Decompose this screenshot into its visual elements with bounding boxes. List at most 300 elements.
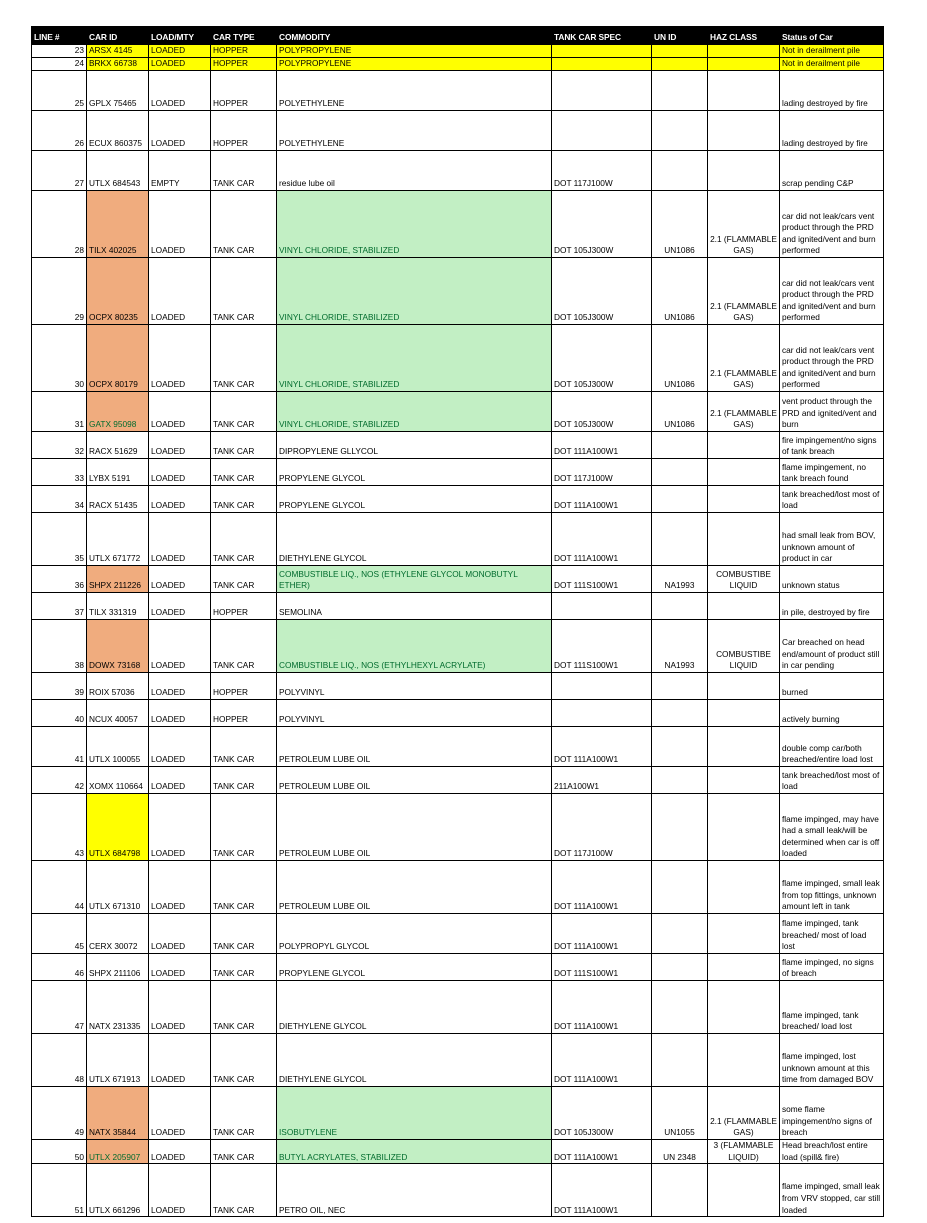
cell-car[interactable]: DOWX 73168 (87, 620, 149, 673)
cell-car[interactable]: NATX 231335 (87, 981, 149, 1034)
cell-car[interactable]: ECUX 860375 (87, 111, 149, 151)
cell-line[interactable]: 45 (32, 914, 87, 954)
cell-haz[interactable] (708, 111, 780, 151)
cell-line[interactable]: 43 (32, 794, 87, 861)
cell-haz[interactable]: COMBUSTIBE LIQUID (708, 620, 780, 673)
cell-line[interactable]: 26 (32, 111, 87, 151)
cell-load[interactable]: LOADED (149, 727, 211, 767)
cell-stat[interactable]: Head breach/lost entire load (spill& fire) (780, 1140, 884, 1164)
cell-load[interactable]: LOADED (149, 1034, 211, 1087)
cell-load[interactable]: LOADED (149, 1140, 211, 1164)
table-row[interactable] (32, 513, 884, 566)
cell-unid[interactable] (652, 1034, 708, 1087)
table-row[interactable] (32, 1087, 884, 1140)
cell-type[interactable]: TANK CAR (211, 954, 277, 981)
cell-spec[interactable]: DOT 111A100W1 (552, 727, 652, 767)
cell-car[interactable]: SHPX 211226 (87, 566, 149, 593)
cell-line[interactable]: 37 (32, 593, 87, 620)
cell-car[interactable]: UTLX 205907 (87, 1140, 149, 1164)
cell-car[interactable]: UTLX 671772 (87, 513, 149, 566)
cell-haz[interactable] (708, 432, 780, 459)
cell-comm[interactable]: VINYL CHLORIDE, STABILIZED (277, 191, 552, 258)
table-row[interactable] (32, 566, 884, 593)
cell-line[interactable]: 44 (32, 861, 87, 914)
cell-spec[interactable]: DOT 117J100W (552, 459, 652, 486)
cell-stat[interactable]: flame impinged, lost unknown amount at this time from damaged BOV (780, 1034, 884, 1087)
cell-stat[interactable]: flame impinged, small leak from top fittings, unknown amount left in tank (780, 861, 884, 914)
cell-spec[interactable]: DOT 117J100W (552, 794, 652, 861)
cell-type[interactable]: HOPPER (211, 700, 277, 727)
cell-stat[interactable]: Not in derailment pile (780, 45, 884, 58)
cell-spec[interactable]: DOT 111S100W1 (552, 620, 652, 673)
table-row[interactable] (32, 620, 884, 673)
table-row[interactable] (32, 981, 884, 1034)
cell-unid[interactable] (652, 459, 708, 486)
cell-load[interactable]: LOADED (149, 258, 211, 325)
cell-spec[interactable]: DOT 111A100W1 (552, 1140, 652, 1164)
cell-type[interactable]: TANK CAR (211, 432, 277, 459)
cell-comm[interactable]: POLYPROPYL GLYCOL (277, 914, 552, 954)
cell-load[interactable]: LOADED (149, 954, 211, 981)
cell-load[interactable]: LOADED (149, 673, 211, 700)
cell-unid[interactable] (652, 1164, 708, 1217)
cell-unid[interactable] (652, 513, 708, 566)
cell-haz[interactable]: 2.1 (FLAMMABLE GAS) (708, 258, 780, 325)
table-row[interactable] (32, 325, 884, 392)
table-row[interactable] (32, 486, 884, 513)
table-row[interactable] (32, 767, 884, 794)
cell-car[interactable]: UTLX 671913 (87, 1034, 149, 1087)
cell-type[interactable]: TANK CAR (211, 191, 277, 258)
cell-comm[interactable]: POLYVINYL (277, 673, 552, 700)
cell-comm[interactable]: POLYPROPYLENE (277, 58, 552, 71)
cell-stat[interactable]: tank breached/lost most of load (780, 767, 884, 794)
cell-spec[interactable]: DOT 111A100W1 (552, 914, 652, 954)
cell-load[interactable]: LOADED (149, 325, 211, 392)
cell-car[interactable]: CERX 30072 (87, 914, 149, 954)
cell-unid[interactable] (652, 700, 708, 727)
cell-line[interactable]: 32 (32, 432, 87, 459)
cell-type[interactable]: TANK CAR (211, 325, 277, 392)
cell-unid[interactable] (652, 861, 708, 914)
table-row[interactable] (32, 392, 884, 432)
cell-stat[interactable]: vent product through the PRD and ignited/vent and burn (780, 392, 884, 432)
column-header-load-mty[interactable]: LOAD/MTY (149, 27, 211, 45)
cell-line[interactable]: 25 (32, 71, 87, 111)
cell-unid[interactable]: UN1055 (652, 1087, 708, 1140)
cell-car[interactable]: TILX 331319 (87, 593, 149, 620)
cell-spec[interactable]: DOT 105J300W (552, 325, 652, 392)
cell-line[interactable]: 42 (32, 767, 87, 794)
cell-stat[interactable]: flame impinged, no signs of breach (780, 954, 884, 981)
cell-car[interactable]: NCUX 40057 (87, 700, 149, 727)
cell-spec[interactable] (552, 71, 652, 111)
cell-stat[interactable]: car did not leak/cars vent product through the PRD and ignited/vent and burn performed (780, 191, 884, 258)
cell-comm[interactable]: VINYL CHLORIDE, STABILIZED (277, 325, 552, 392)
table-row[interactable] (32, 151, 884, 191)
table-row[interactable] (32, 258, 884, 325)
column-header-car-type[interactable]: CAR TYPE (211, 27, 277, 45)
cell-type[interactable]: TANK CAR (211, 1140, 277, 1164)
cell-type[interactable]: TANK CAR (211, 620, 277, 673)
cell-load[interactable]: LOADED (149, 861, 211, 914)
cell-load[interactable]: LOADED (149, 700, 211, 727)
cell-car[interactable]: UTLX 684798 (87, 794, 149, 861)
cell-type[interactable]: TANK CAR (211, 486, 277, 513)
cell-line[interactable]: 23 (32, 45, 87, 58)
cell-load[interactable]: LOADED (149, 58, 211, 71)
table-row[interactable] (32, 673, 884, 700)
cell-haz[interactable] (708, 700, 780, 727)
cell-spec[interactable]: DOT 111S100W1 (552, 566, 652, 593)
cell-car[interactable]: GATX 95098 (87, 392, 149, 432)
cell-unid[interactable]: UN 2348 (652, 1140, 708, 1164)
cell-haz[interactable] (708, 914, 780, 954)
cell-line[interactable]: 47 (32, 981, 87, 1034)
cell-load[interactable]: LOADED (149, 794, 211, 861)
cell-load[interactable]: LOADED (149, 71, 211, 111)
cell-spec[interactable]: DOT 111A100W1 (552, 861, 652, 914)
cell-car[interactable]: OCPX 80235 (87, 258, 149, 325)
cell-car[interactable]: OCPX 80179 (87, 325, 149, 392)
cell-spec[interactable]: DOT 111A100W1 (552, 432, 652, 459)
cell-comm[interactable]: PETRO OIL, NEC (277, 1164, 552, 1217)
cell-unid[interactable] (652, 727, 708, 767)
cell-line[interactable]: 34 (32, 486, 87, 513)
cell-spec[interactable] (552, 111, 652, 151)
cell-stat[interactable]: car did not leak/cars vent product through the PRD and ignited/vent and burn performed (780, 325, 884, 392)
cell-comm[interactable]: DIETHYLENE GLYCOL (277, 1034, 552, 1087)
cell-haz[interactable] (708, 513, 780, 566)
cell-load[interactable]: LOADED (149, 432, 211, 459)
column-header-haz-class[interactable]: HAZ CLASS (708, 27, 780, 45)
cell-unid[interactable] (652, 71, 708, 111)
cell-type[interactable]: HOPPER (211, 593, 277, 620)
cell-spec[interactable]: DOT 105J300W (552, 1087, 652, 1140)
cell-line[interactable]: 36 (32, 566, 87, 593)
cell-stat[interactable]: lading destroyed by fire (780, 71, 884, 111)
cell-stat[interactable]: in pile, destroyed by fire (780, 593, 884, 620)
cell-type[interactable]: HOPPER (211, 45, 277, 58)
cell-spec[interactable] (552, 593, 652, 620)
cell-spec[interactable]: DOT 105J300W (552, 191, 652, 258)
cell-haz[interactable] (708, 673, 780, 700)
cell-haz[interactable]: 2.1 (FLAMMABLE GAS) (708, 325, 780, 392)
cell-car[interactable]: ARSX 4145 (87, 45, 149, 58)
cell-unid[interactable] (652, 794, 708, 861)
cell-haz[interactable] (708, 861, 780, 914)
cell-type[interactable]: TANK CAR (211, 151, 277, 191)
cell-haz[interactable] (708, 71, 780, 111)
cell-spec[interactable]: DOT 111A100W1 (552, 1034, 652, 1087)
cell-type[interactable]: TANK CAR (211, 727, 277, 767)
cell-stat[interactable]: unknown status (780, 566, 884, 593)
cell-haz[interactable] (708, 767, 780, 794)
table-row[interactable] (32, 861, 884, 914)
cell-car[interactable]: BRKX 66738 (87, 58, 149, 71)
cell-stat[interactable]: flame impingement, no tank breach found (780, 459, 884, 486)
cell-line[interactable]: 28 (32, 191, 87, 258)
cell-comm[interactable]: PETROLEUM LUBE OIL (277, 727, 552, 767)
cell-type[interactable]: TANK CAR (211, 1164, 277, 1217)
cell-type[interactable]: TANK CAR (211, 258, 277, 325)
column-header-commodity[interactable]: COMMODITY (277, 27, 552, 45)
cell-haz[interactable] (708, 1034, 780, 1087)
cell-comm[interactable]: VINYL CHLORIDE, STABILIZED (277, 258, 552, 325)
cell-spec[interactable] (552, 58, 652, 71)
cell-line[interactable]: 38 (32, 620, 87, 673)
cell-line[interactable]: 30 (32, 325, 87, 392)
cell-spec[interactable]: DOT 111A100W1 (552, 486, 652, 513)
cell-stat[interactable]: flame impinged, tank breached/ load lost (780, 981, 884, 1034)
cell-comm[interactable]: PROPYLENE GLYCOL (277, 459, 552, 486)
cell-load[interactable]: LOADED (149, 566, 211, 593)
cell-car[interactable]: UTLX 100055 (87, 727, 149, 767)
cell-stat[interactable]: fire impingement/no signs of tank breach (780, 432, 884, 459)
cell-comm[interactable]: SEMOLINA (277, 593, 552, 620)
cell-car[interactable]: UTLX 684543 (87, 151, 149, 191)
cell-comm[interactable]: COMBUSTIBLE LIQ., NOS (ETHYLHEXYL ACRYLATE) (277, 620, 552, 673)
cell-unid[interactable]: UN1086 (652, 325, 708, 392)
cell-spec[interactable]: DOT 117J100W (552, 151, 652, 191)
cell-spec[interactable]: DOT 105J300W (552, 392, 652, 432)
table-row[interactable] (32, 954, 884, 981)
cell-stat[interactable]: flame impinged, small leak from VRV stopped, car still loaded (780, 1164, 884, 1217)
table-row[interactable] (32, 71, 884, 111)
cell-line[interactable]: 51 (32, 1164, 87, 1217)
cell-type[interactable]: TANK CAR (211, 861, 277, 914)
cell-type[interactable]: TANK CAR (211, 1087, 277, 1140)
cell-car[interactable]: SHPX 211106 (87, 954, 149, 981)
cell-load[interactable]: LOADED (149, 392, 211, 432)
cell-spec[interactable]: DOT 111A100W1 (552, 981, 652, 1034)
table-row[interactable] (32, 1164, 884, 1217)
table-row[interactable] (32, 794, 884, 861)
cell-spec[interactable] (552, 700, 652, 727)
cell-type[interactable]: HOPPER (211, 111, 277, 151)
table-row[interactable] (32, 432, 884, 459)
cell-line[interactable]: 40 (32, 700, 87, 727)
cell-stat[interactable]: some flame impingement/no signs of breach (780, 1087, 884, 1140)
cell-comm[interactable]: POLYETHYLENE (277, 111, 552, 151)
cell-load[interactable]: LOADED (149, 981, 211, 1034)
column-header-un-id[interactable]: UN ID (652, 27, 708, 45)
column-header-tank-car-spec[interactable]: TANK CAR SPEC (552, 27, 652, 45)
cell-comm[interactable]: residue lube oil (277, 151, 552, 191)
cell-haz[interactable]: COMBUSTIBE LIQUID (708, 566, 780, 593)
table-row[interactable] (32, 593, 884, 620)
cell-stat[interactable]: flame impinged, tank breached/ most of load lost (780, 914, 884, 954)
cell-type[interactable]: TANK CAR (211, 794, 277, 861)
cell-stat[interactable]: tank breached/lost most of load (780, 486, 884, 513)
cell-unid[interactable]: NA1993 (652, 620, 708, 673)
cell-unid[interactable] (652, 45, 708, 58)
cell-unid[interactable] (652, 151, 708, 191)
cell-stat[interactable]: Car breached on head end/amount of product still in car pending (780, 620, 884, 673)
cell-stat[interactable]: car did not leak/cars vent product through the PRD and ignited/vent and burn performed (780, 258, 884, 325)
cell-comm[interactable]: POLYPROPYLENE (277, 45, 552, 58)
cell-unid[interactable] (652, 954, 708, 981)
cell-comm[interactable]: PROPYLENE GLYCOL (277, 954, 552, 981)
cell-stat[interactable]: had small leak from BOV, unknown amount of product in car (780, 513, 884, 566)
cell-line[interactable]: 33 (32, 459, 87, 486)
cell-unid[interactable] (652, 486, 708, 513)
cell-line[interactable]: 46 (32, 954, 87, 981)
cell-stat[interactable]: burned (780, 673, 884, 700)
cell-type[interactable]: TANK CAR (211, 566, 277, 593)
cell-load[interactable]: LOADED (149, 593, 211, 620)
cell-stat[interactable]: double comp car/both breached/entire load lost (780, 727, 884, 767)
cell-load[interactable]: LOADED (149, 486, 211, 513)
cell-line[interactable]: 31 (32, 392, 87, 432)
cell-load[interactable]: LOADED (149, 767, 211, 794)
cell-type[interactable]: TANK CAR (211, 513, 277, 566)
cell-comm[interactable]: BUTYL ACRYLATES, STABILIZED (277, 1140, 552, 1164)
cell-comm[interactable]: PROPYLENE GLYCOL (277, 486, 552, 513)
cell-car[interactable]: LYBX 5191 (87, 459, 149, 486)
cell-line[interactable]: 39 (32, 673, 87, 700)
cell-haz[interactable] (708, 727, 780, 767)
cell-unid[interactable] (652, 673, 708, 700)
cell-comm[interactable]: DIPROPYLENE GLLYCOL (277, 432, 552, 459)
cell-load[interactable]: LOADED (149, 620, 211, 673)
cell-haz[interactable] (708, 1164, 780, 1217)
cell-load[interactable]: LOADED (149, 513, 211, 566)
cell-load[interactable]: LOADED (149, 1164, 211, 1217)
table-row[interactable] (32, 1034, 884, 1087)
cell-unid[interactable] (652, 111, 708, 151)
cell-type[interactable]: HOPPER (211, 673, 277, 700)
cell-spec[interactable] (552, 673, 652, 700)
table-row[interactable] (32, 58, 884, 71)
cell-car[interactable]: UTLX 661296 (87, 1164, 149, 1217)
table-row[interactable] (32, 191, 884, 258)
header-row (32, 27, 884, 45)
cell-comm[interactable]: POLYETHYLENE (277, 71, 552, 111)
cell-haz[interactable] (708, 794, 780, 861)
cell-spec[interactable]: 211A100W1 (552, 767, 652, 794)
table-row[interactable] (32, 459, 884, 486)
cell-type[interactable]: TANK CAR (211, 767, 277, 794)
cell-type[interactable]: TANK CAR (211, 981, 277, 1034)
cell-unid[interactable] (652, 981, 708, 1034)
cell-type[interactable]: TANK CAR (211, 459, 277, 486)
cell-line[interactable]: 49 (32, 1087, 87, 1140)
cell-unid[interactable]: UN1086 (652, 258, 708, 325)
table-row[interactable] (32, 727, 884, 767)
cell-unid[interactable]: UN1086 (652, 191, 708, 258)
cell-line[interactable]: 27 (32, 151, 87, 191)
cell-haz[interactable] (708, 151, 780, 191)
cell-haz[interactable] (708, 459, 780, 486)
cell-line[interactable]: 29 (32, 258, 87, 325)
cell-load[interactable]: LOADED (149, 914, 211, 954)
cell-type[interactable]: HOPPER (211, 71, 277, 111)
cell-stat[interactable]: flame impinged, may have had a small leak/will be determined when car is off loaded (780, 794, 884, 861)
cell-haz[interactable] (708, 981, 780, 1034)
table-row[interactable] (32, 700, 884, 727)
cell-type[interactable]: TANK CAR (211, 914, 277, 954)
cell-haz[interactable] (708, 954, 780, 981)
cell-comm[interactable]: PETROLEUM LUBE OIL (277, 794, 552, 861)
cell-haz[interactable]: 2.1 (FLAMMABLE GAS) (708, 1087, 780, 1140)
cell-load[interactable]: EMPTY (149, 151, 211, 191)
cell-haz[interactable] (708, 486, 780, 513)
cell-car[interactable]: UTLX 671310 (87, 861, 149, 914)
cell-comm[interactable]: PETROLEUM LUBE OIL (277, 861, 552, 914)
cell-load[interactable]: LOADED (149, 191, 211, 258)
cell-car[interactable]: GPLX 75465 (87, 71, 149, 111)
cell-load[interactable]: LOADED (149, 1087, 211, 1140)
cell-spec[interactable]: DOT 111A100W1 (552, 513, 652, 566)
cell-car[interactable]: XOMX 110664 (87, 767, 149, 794)
cell-comm[interactable]: ISOBUTYLENE (277, 1087, 552, 1140)
cell-spec[interactable] (552, 45, 652, 58)
cell-stat[interactable]: Not in derailment pile (780, 58, 884, 71)
table-row[interactable] (32, 1140, 884, 1164)
cell-load[interactable]: LOADED (149, 111, 211, 151)
cell-haz[interactable]: 3 (FLAMMABLE LIQUID) (708, 1140, 780, 1164)
cell-load[interactable]: LOADED (149, 45, 211, 58)
cell-haz[interactable] (708, 593, 780, 620)
cell-car[interactable]: TILX 402025 (87, 191, 149, 258)
cell-haz[interactable] (708, 58, 780, 71)
cell-car[interactable]: RACX 51435 (87, 486, 149, 513)
cell-unid[interactable] (652, 58, 708, 71)
cell-type[interactable]: HOPPER (211, 58, 277, 71)
cell-comm[interactable]: DIETHYLENE GLYCOL (277, 513, 552, 566)
column-header-line[interactable]: LINE # (32, 27, 87, 45)
cell-load[interactable]: LOADED (149, 459, 211, 486)
cell-comm[interactable]: DIETHYLENE GLYCOL (277, 981, 552, 1034)
cell-unid[interactable] (652, 432, 708, 459)
cell-line[interactable]: 50 (32, 1140, 87, 1164)
cell-car[interactable]: RACX 51629 (87, 432, 149, 459)
cell-comm[interactable]: VINYL CHLORIDE, STABILIZED (277, 392, 552, 432)
cell-line[interactable]: 41 (32, 727, 87, 767)
cell-unid[interactable]: UN1086 (652, 392, 708, 432)
column-header-status[interactable]: Status of Car (780, 27, 884, 45)
cell-comm[interactable]: PETROLEUM LUBE OIL (277, 767, 552, 794)
cell-car[interactable]: ROIX 57036 (87, 673, 149, 700)
cell-stat[interactable]: actively burning (780, 700, 884, 727)
cell-spec[interactable]: DOT 111A100W1 (552, 1164, 652, 1217)
cell-unid[interactable] (652, 593, 708, 620)
cell-comm[interactable]: COMBUSTIBLE LIQ., NOS (ETHYLENE GLYCOL MONOBUTYL ETHER) (277, 566, 552, 593)
cell-type[interactable]: TANK CAR (211, 392, 277, 432)
cell-comm[interactable]: POLYVINYL (277, 700, 552, 727)
cell-car[interactable]: NATX 35844 (87, 1087, 149, 1140)
cell-stat[interactable]: lading destroyed by fire (780, 111, 884, 151)
cell-line[interactable]: 48 (32, 1034, 87, 1087)
table-row[interactable] (32, 45, 884, 58)
cell-spec[interactable]: DOT 111S100W1 (552, 954, 652, 981)
cell-unid[interactable]: NA1993 (652, 566, 708, 593)
cell-unid[interactable] (652, 767, 708, 794)
cell-spec[interactable]: DOT 105J300W (552, 258, 652, 325)
column-header-car-id[interactable]: CAR ID (87, 27, 149, 45)
cell-line[interactable]: 35 (32, 513, 87, 566)
cell-haz[interactable]: 2.1 (FLAMMABLE GAS) (708, 191, 780, 258)
cell-type[interactable]: TANK CAR (211, 1034, 277, 1087)
table-row[interactable] (32, 111, 884, 151)
cell-unid[interactable] (652, 914, 708, 954)
cell-haz[interactable] (708, 45, 780, 58)
cell-stat[interactable]: scrap pending C&P (780, 151, 884, 191)
cell-line[interactable]: 24 (32, 58, 87, 71)
cell-haz[interactable]: 2.1 (FLAMMABLE GAS) (708, 392, 780, 432)
table-row[interactable] (32, 914, 884, 954)
